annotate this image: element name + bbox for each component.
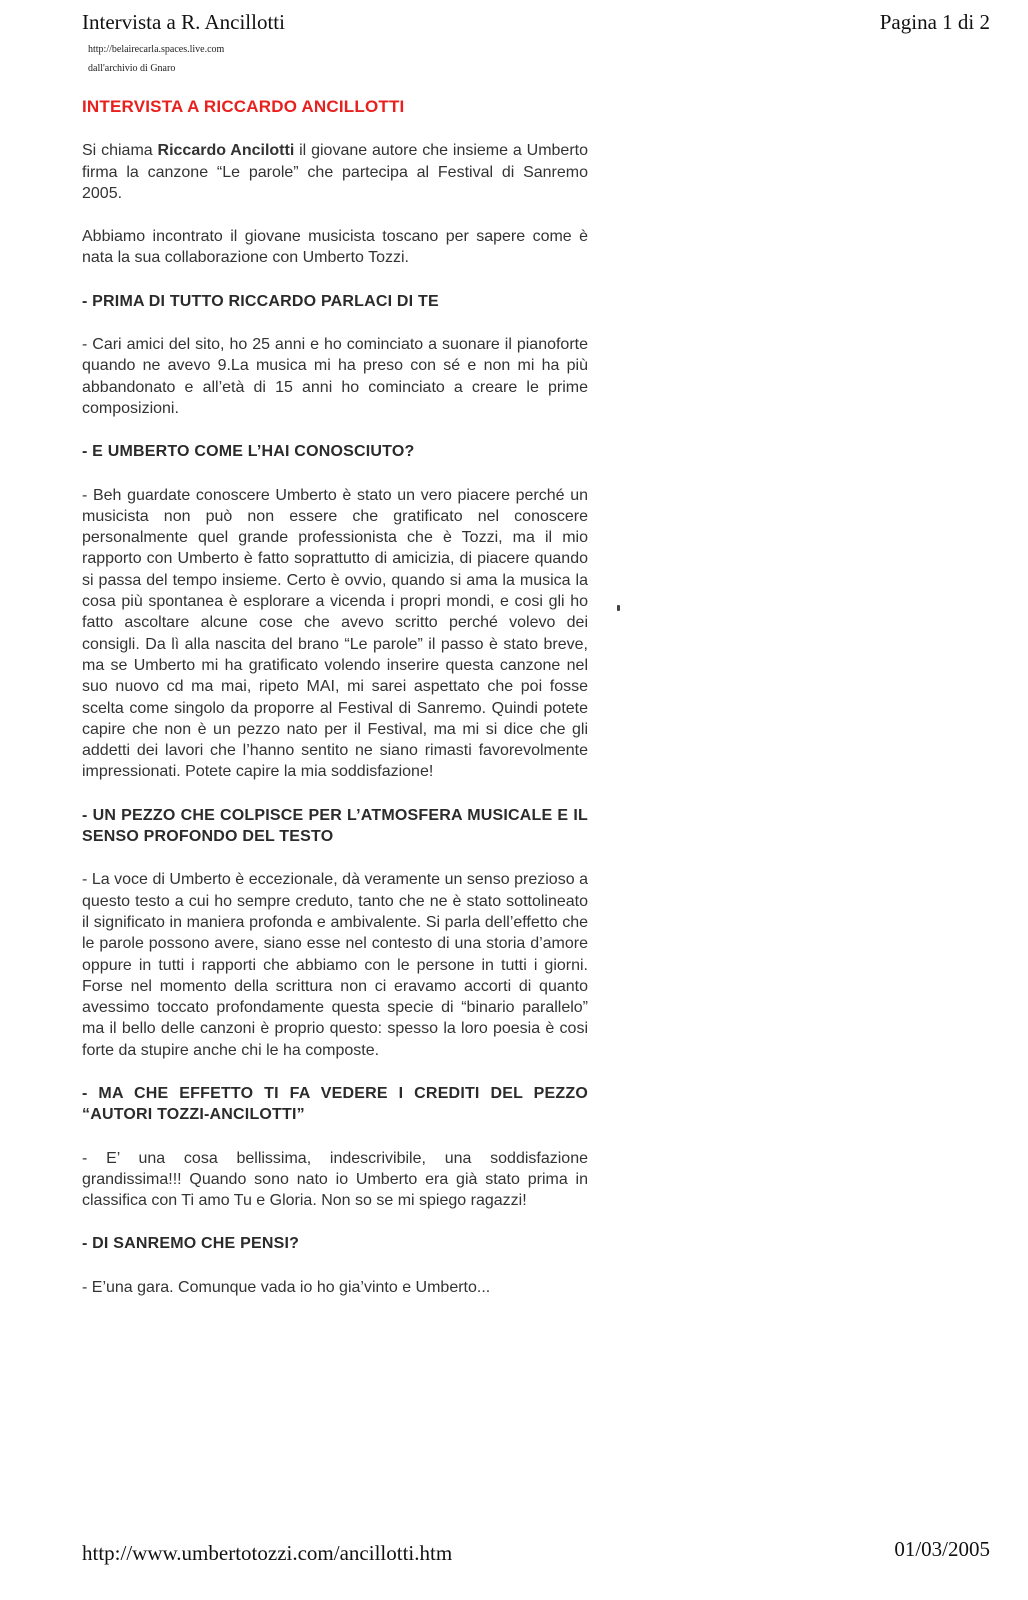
- page-number: Pagina 1 di 2: [879, 10, 990, 34]
- intro-text-start: Si chiama: [82, 142, 158, 160]
- answer-2: - Beh guardate conoscere Umberto è stato un vero piacere perché un musicista non può non essere che gratificato nel conoscere personalmente quel grande professionista che è Tozzi, ma il mio rapporto con Umberto è fatto soprattutto di amicizia, di piacere quando si passa del tempo insieme. Certo è ovvio, quando si ama la musica la cosa più spontanea è esplorare a vicenda i propri mondi, e cosi gli ho fatto ascoltare alcune cose che avevo scritto perché volevo dei consigli. Da lì alla nascita del brano “Le parole” il passo è stato breve, ma se Umberto mi ha gratificato volendo inserire questa canzone nel suo nuovo cd ma mai, ripeto MAI, mi sarei aspettato che poi fosse scelta come singolo da proporre al Festival di Sanremo. Quindi potete capire che non è un pezzo nato per il Festival, ma mi si dice che gli addetti dei lavori che l’hanno sentito ne siano rimasti favorevolmente impressionati. Potete capire la mia soddisfazione!: [82, 486, 588, 781]
- article-title: INTERVISTA A RICCARDO ANCILLOTTI: [82, 97, 405, 116]
- footer-date: 01/03/2005: [894, 1537, 990, 1561]
- question-4: - MA CHE EFFETTO TI FA VEDERE I CREDITI DEL PEZZO “AUTORI TOZZI-ANCILOTTI”: [82, 1084, 588, 1124]
- question-1: - PRIMA DI TUTTO RICCARDO PARLACI DI TE: [82, 292, 439, 310]
- source-url: http://belairecarla.spaces.live.com: [88, 44, 225, 55]
- archive-note: dall'archivio di Gnaro: [88, 63, 176, 74]
- intro-paragraph-2: Abbiamo incontrato il giovane musicista toscano per sapere come è nata la sua collaborazione con Umberto Tozzi.: [82, 228, 588, 267]
- question-5: - DI SANREMO CHE PENSI?: [82, 1235, 300, 1253]
- answer-5: - E’una gara. Comunque vada io ho gia’vinto e Umberto...: [82, 1278, 491, 1296]
- footer-url: http://www.umbertotozzi.com/ancillotti.htm: [82, 1541, 453, 1565]
- answer-4: - E’ una cosa bellissima, indescrivibile, una soddisfazione grandissima!!! Quando sono nato io Umberto era già stato prima in classifica con Ti amo Tu e Gloria. Non so se mi spiego ragazzi!: [82, 1149, 588, 1210]
- scan-speck: [617, 605, 620, 611]
- document-header-title: Intervista a R. Ancillotti: [82, 10, 285, 34]
- question-2: - E UMBERTO COME L’HAI CONOSCIUTO?: [82, 443, 415, 461]
- answer-3: - La voce di Umberto è eccezionale, dà veramente un senso prezioso a questo testo a cui ho sempre creduto, tanto che ne è stato sottolineato il significato in maniera profonda e ambivalente. Si parla dell’effetto che le parole possono avere, siano esse nel contesto di una storia d’amore oppure in tutti i rapporti che abbiamo con le persone in tutti i giorni. Forse nel momento della scrittura non ci eravamo accorti di quanto avessimo toccato profondamente questa specie di “binario parallelo” ma il bello delle canzoni è proprio questo: spesso la loro poesia è cosi forte da stupire anche chi le ha composte.: [82, 871, 588, 1059]
- article-body: [82, 96, 588, 1320]
- question-3: - UN PEZZO CHE COLPISCE PER L’ATMOSFERA MUSICALE E IL SENSO PROFONDO DEL TESTO: [82, 806, 588, 846]
- intro-text-end: il giovane autore che insieme a Umberto firma la canzone “Le parole” che partecipa al Festival di Sanremo 2005.: [82, 142, 588, 202]
- author-name: Riccardo Ancilotti: [157, 142, 295, 160]
- answer-1: - Cari amici del sito, ho 25 anni e ho cominciato a suonare il pianoforte quando ne avevo 9.La musica mi ha preso con sé e non mi ha più abbandonato e all’età di 15 anni ho cominciato a creare le prime composizioni.: [82, 336, 588, 417]
- intro-paragraph: [82, 140, 588, 204]
